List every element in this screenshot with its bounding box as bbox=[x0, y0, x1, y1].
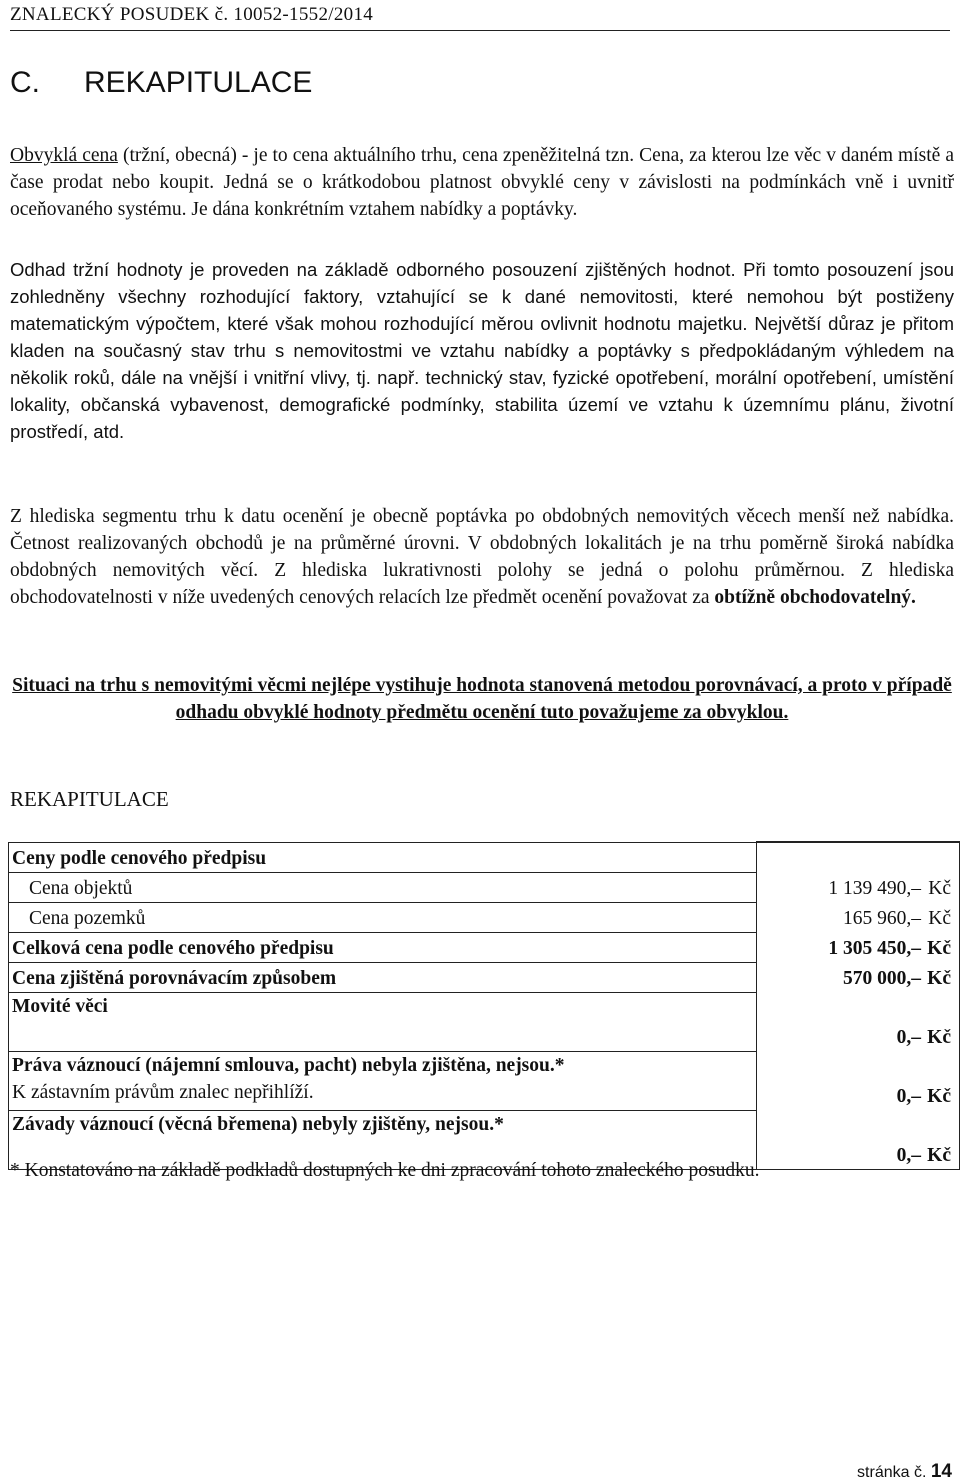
defects-value-cell bbox=[756, 1110, 960, 1169]
header-divider bbox=[10, 30, 950, 31]
document-header: ZNALECKÝ POSUDEK č. 10052-1552/2014 bbox=[10, 4, 374, 25]
buildings-value: 1 139 490,– bbox=[828, 878, 921, 899]
section-title bbox=[10, 66, 312, 100]
estimate-paragraph: Odhad tržní hodnoty je proveden na základě odborného posouzení zjištěných hodnot. Při tomto posouzení jsou zohledněny všechny rozhodující faktory, vztahující se k dané nemovitosti, které nemohou být postiženy matematickým výpočtem, které však mohou rozhodující měrou ovlivnit hodnotu majetku. Největší důraz je přitom kladen na současný stav trhu s nemovitostmi ve vztahu nabídky a poptávky s předpokládaným výhledem na několik roků, dále na vnější i vnitřní vlivy, tj. např. technický stav, fyzické opotřebení, morální opotřebení, umístění lokality, občanská vybavenost, demografické podmínky, stabilita území ve vztahu k územnímu plánu, životní prostředí, atd. bbox=[10, 259, 954, 442]
movables-value: 0,– bbox=[896, 1027, 921, 1048]
section-number: C. bbox=[10, 66, 40, 99]
market-paragraph bbox=[10, 503, 954, 611]
intro-definition: (tržní, obecná) - je to cena aktuálního trhu, cena zpeněžitelná tzn. Cena, za kterou lze věc v daném místě a čase prodat nebo koupit. Jedná se o krátkodobou platnost obvyklé ceny v závislosti na podmínkách vně i uvnitř oceňovaného systému. Je dána konkrétním vztahem nabídky a poptávky. bbox=[10, 145, 954, 220]
total-value: 1 305 450,– bbox=[828, 938, 921, 959]
table-row bbox=[9, 992, 960, 1051]
market-text: Z hlediska segmentu trhu k datu ocenění je obecně poptávka po obdobných nemovitých věcech menší než nabídka. Četnost realizovaných obchodů je na průměrné úrovni. V obdobných lokalitách je na trhu poměrně široká nabídka obdobných nemovitých věcí. Z hlediska lukrativnosti polohy se jedná o polohu průměrnou. Z hlediska obchodovatelnosti v níže uvedených cenových relacích lze předmět ocenění považovat za bbox=[10, 506, 954, 608]
empty-value-cell bbox=[756, 842, 960, 872]
regulated-header-cell: Ceny podle cenového předpisu bbox=[9, 842, 757, 872]
defects-value: 0,– bbox=[896, 1144, 921, 1166]
movables-value-cell bbox=[756, 992, 960, 1051]
table-row bbox=[9, 962, 960, 992]
table-row bbox=[9, 842, 960, 872]
table-row bbox=[9, 1051, 960, 1110]
valuation-statement: Situaci na trhu s nemovitými věcmi nejlépe vystihuje hodnota stanovená metodou porovnávací, a proto v případě odhadu obvyklé hodnoty předmětu ocenění tuto považujeme za obvyklou. bbox=[12, 675, 952, 723]
defects-label: Závady váznoucí (věcná břemena) nebyly zjištěny, nejsou.* bbox=[9, 1110, 757, 1169]
recap-table bbox=[8, 841, 960, 1170]
rights-cell bbox=[9, 1051, 757, 1110]
page-label: stránka č. bbox=[857, 1464, 927, 1481]
table-row bbox=[9, 932, 960, 962]
currency-label: Kč bbox=[927, 1144, 951, 1166]
market-emphasis: obtížně obchodovatelný. bbox=[714, 587, 916, 608]
table-row bbox=[9, 902, 960, 932]
land-label: Cena pozemků bbox=[9, 902, 757, 932]
rights-value: 0,– bbox=[896, 1086, 921, 1107]
currency-label: Kč bbox=[927, 1027, 951, 1048]
movables-label: Movité věci bbox=[9, 992, 757, 1051]
total-label: Celková cena podle cenového předpisu bbox=[9, 932, 757, 962]
buildings-label: Cena objektů bbox=[9, 872, 757, 902]
currency-label: Kč bbox=[927, 1086, 951, 1107]
recap-heading: REKAPITULACE bbox=[10, 787, 169, 811]
intro-term: Obvyklá cena bbox=[10, 145, 118, 166]
comparative-value: 570 000,– bbox=[843, 968, 921, 989]
currency-label: Kč bbox=[928, 908, 951, 929]
table-row bbox=[9, 872, 960, 902]
section-name: REKAPITULACE bbox=[84, 66, 313, 99]
currency-label: Kč bbox=[928, 878, 951, 899]
rights-label: Práva váznoucí (nájemní smlouva, pacht) nebyla zjištěna, nejsou.* bbox=[12, 1054, 565, 1076]
comparative-value-cell bbox=[756, 962, 960, 992]
intro-paragraph bbox=[10, 142, 954, 223]
buildings-value-cell bbox=[756, 872, 960, 902]
currency-label: Kč bbox=[927, 938, 951, 959]
land-value: 165 960,– bbox=[843, 908, 921, 929]
pledge-label: K zástavním právům znalec nepřihlíží. bbox=[12, 1081, 314, 1103]
total-value-cell bbox=[756, 932, 960, 962]
currency-label: Kč bbox=[927, 968, 951, 989]
page-number: 14 bbox=[930, 1461, 952, 1482]
comparative-label: Cena zjištěná porovnávacím způsobem bbox=[9, 962, 757, 992]
land-value-cell bbox=[756, 902, 960, 932]
page-footer bbox=[857, 1461, 952, 1483]
rights-value-cell bbox=[756, 1051, 960, 1110]
footnote: * Konstatováno na základě podkladů dostupných ke dni zpracování tohoto znaleckého posudku. bbox=[10, 1160, 760, 1181]
